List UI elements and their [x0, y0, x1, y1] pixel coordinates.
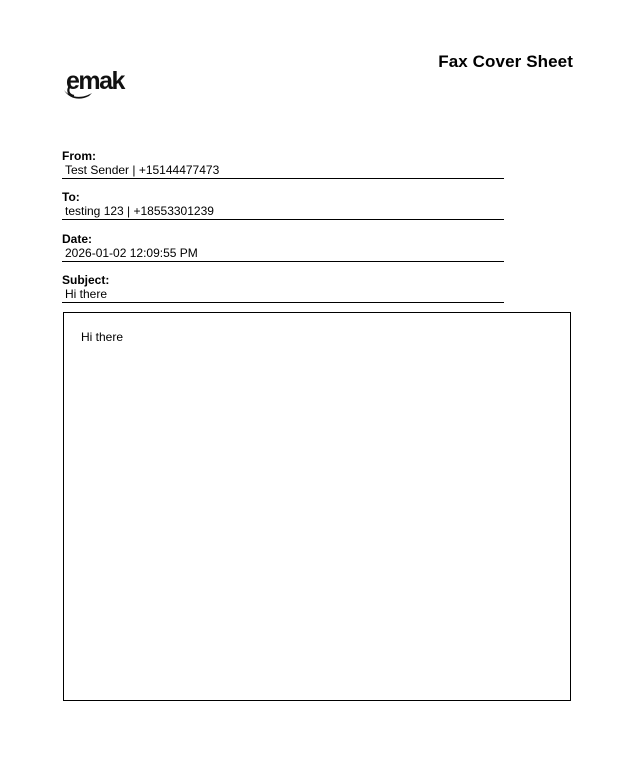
- subject-field: [62, 273, 504, 303]
- from-label: From:: [62, 149, 96, 163]
- logo-text: emak: [66, 67, 124, 95]
- date-field: [62, 232, 504, 262]
- date-label: Date:: [62, 232, 93, 246]
- page-title: Fax Cover Sheet: [438, 52, 573, 71]
- logo: [62, 66, 142, 102]
- message-box: [63, 312, 571, 701]
- message-body: Hi there: [81, 330, 124, 344]
- to-label: To:: [62, 190, 80, 204]
- date-value: 2026-01-02 12:09:55 PM: [62, 246, 504, 262]
- to-field: [62, 190, 504, 220]
- subject-value: Hi there: [62, 287, 504, 303]
- from-value: Test Sender | +15144477473: [62, 163, 504, 179]
- subject-label: Subject:: [62, 273, 110, 287]
- from-field: [62, 149, 504, 179]
- to-value: testing 123 | +18553301239: [62, 204, 504, 220]
